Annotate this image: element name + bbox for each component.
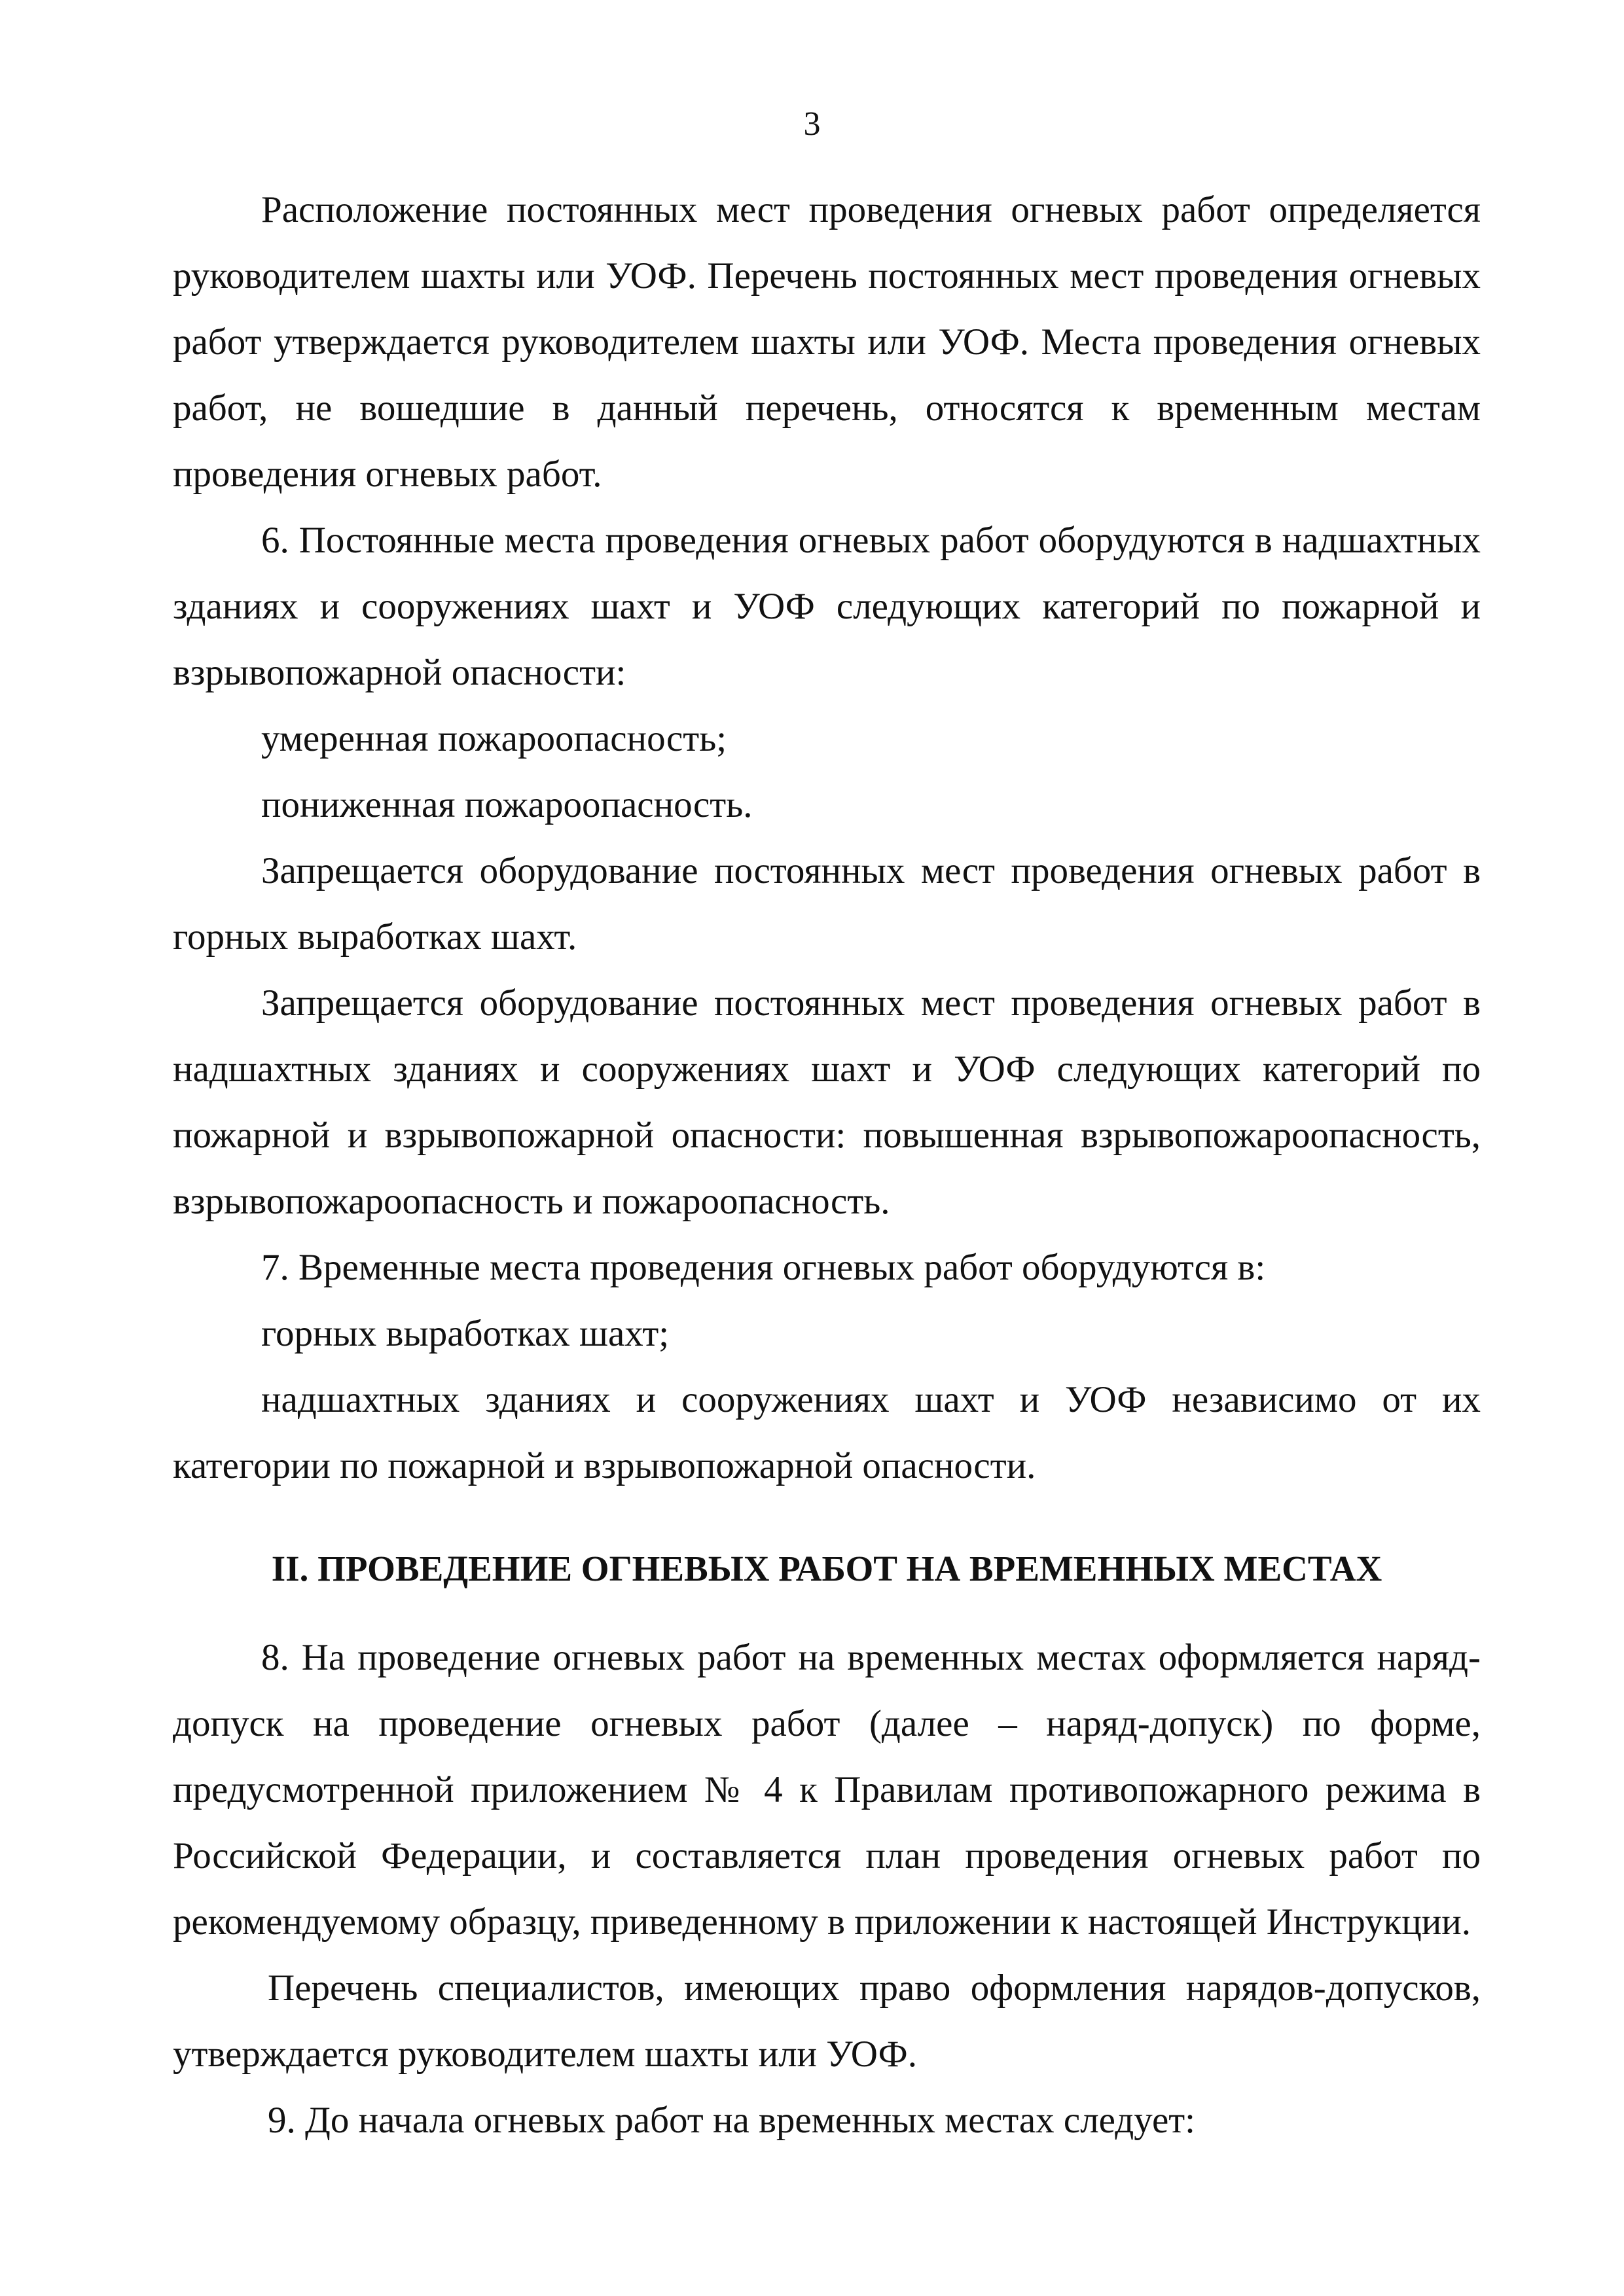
paragraph-prohibition-mine-workings: Запрещается оборудование постоянных мест проведения огневых работ в горных выработках шахт.	[173, 850, 1481, 958]
list-item-reduced-fire-hazard: пониженная пожароопасность.	[261, 784, 753, 825]
list-item-surface-buildings: надшахтных зданиях и сооружениях шахт и УОФ независимо от их категории по пожарной и взрывопожарной опасности.	[173, 1379, 1481, 1486]
paragraph-item-8: 8. На проведение огневых работ на временных местах оформляется наряд-допуск на проведение огневых работ (далее – наряд-допуск) по форме, предусмотренной приложением № 4 к Правилам противопожарного режима в Российской Федерации, и составляется план проведения огневых работ по рекомендуемому образцу, приведенному в приложении к настоящей Инструкции.	[173, 1637, 1481, 1943]
list-item-mine-workings: горных выработках шахт;	[261, 1313, 670, 1354]
section-heading: II. ПРОВЕДЕНИЕ ОГНЕВЫХ РАБОТ НА ВРЕМЕННЫХ МЕСТАХ	[271, 1549, 1382, 1588]
paragraph-item-6: 6. Постоянные места проведения огневых работ оборудуются в надшахтных зданиях и сооружениях шахт и УОФ следующих категорий по пожарной и взрывопожарной опасности:	[173, 520, 1481, 693]
paragraph-item-7: 7. Временные места проведения огневых работ оборудуются в:	[261, 1247, 1266, 1288]
page-number: 3	[803, 105, 821, 143]
paragraph-permanent-places-location: Расположение постоянных мест проведения огневых работ определяется руководителем шахты или УОФ. Перечень постоянных мест проведения огневых работ утверждается руководителем шахты или УОФ. Места проведения огневых работ, не вошедшие в данный перечень, относятся к временным местам проведения огневых работ.	[173, 189, 1481, 495]
paragraph-specialists-list: Перечень специалистов, имеющих право оформления нарядов-допусков, утверждается руководителем шахты или УОФ.	[173, 1967, 1481, 2075]
list-item-moderate-fire-hazard: умеренная пожароопасность;	[261, 718, 727, 759]
paragraph-item-9: 9. До начала огневых работ на временных местах следует:	[268, 2100, 1195, 2141]
document-body	[173, 177, 1481, 2153]
paragraph-prohibition-surface-buildings: Запрещается оборудование постоянных мест проведения огневых работ в надшахтных зданиях и сооружениях шахт и УОФ следующих категорий по пожарной и взрывопожарной опасности: повышенная взрывопожароопасность, взрывопожароопасность и пожароопасность.	[173, 982, 1481, 1222]
